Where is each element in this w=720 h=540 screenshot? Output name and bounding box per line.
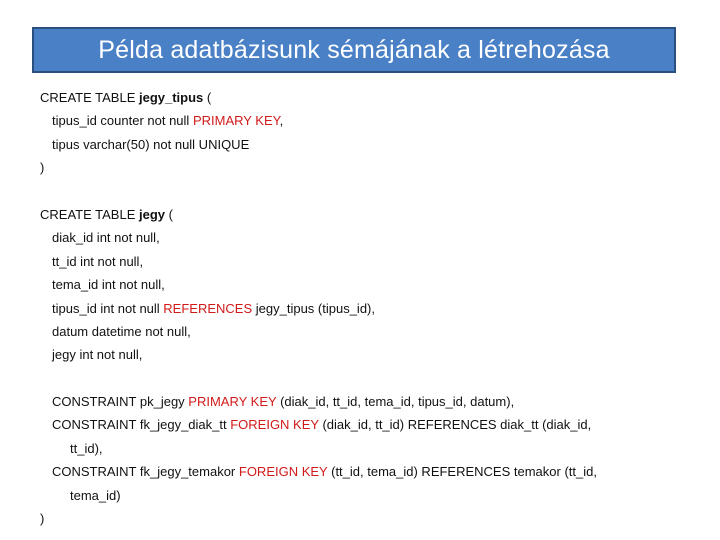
sql-text: CONSTRAINT fk_jegy_diak_tt [52, 417, 231, 433]
sql-text: tipus_id int not null [52, 300, 164, 316]
sql-keyword: PRIMARY KEY [192, 113, 280, 129]
spacer [40, 367, 700, 390]
code-line: tt_id int not null, [52, 253, 144, 269]
code-line-close: ) [40, 511, 45, 527]
create-table-jegy-line [40, 203, 700, 226]
sql-text: CONSTRAINT fk_jegy_temakor [52, 464, 239, 480]
sql-text: , [279, 113, 284, 129]
code-line-continuation: tt_id), [70, 440, 103, 456]
sql-code-block [40, 86, 700, 530]
code-line [40, 109, 700, 132]
sql-text: tipus_id counter not null [52, 113, 193, 129]
code-line [40, 297, 700, 320]
sql-keyword: FOREIGN KEY [238, 464, 328, 480]
code-line: jegy int not null, [52, 347, 143, 363]
create-table-jegy-tipus-line [40, 86, 700, 109]
code-line: tema_id int not null, [52, 277, 165, 293]
slide-title: Példa adatbázisunk sémájának a létrehozása [98, 35, 610, 64]
code-line-continuation: tema_id) [70, 487, 121, 503]
sql-text: ( [165, 206, 173, 222]
table-name: jegy_tipus [138, 90, 204, 105]
sql-text: CREATE TABLE [40, 206, 139, 222]
spacer [40, 180, 700, 203]
slide-title-bar [32, 27, 676, 73]
sql-text: jegy_tipus (tipus_id), [252, 300, 375, 316]
sql-text: (tt_id, tema_id) REFERENCES temakor (tt_id, [327, 464, 597, 480]
code-line: diak_id int not null, [52, 230, 160, 246]
sql-keyword: FOREIGN KEY [230, 417, 319, 433]
code-line-close: ) [40, 160, 45, 176]
sql-keyword: PRIMARY KEY [188, 394, 277, 410]
sql-keyword: REFERENCES [163, 300, 253, 316]
sql-text: CONSTRAINT pk_jegy [52, 394, 189, 410]
sql-text: (diak_id, tt_id) REFERENCES diak_tt (diak_id, [318, 417, 592, 433]
code-line: tipus varchar(50) not null UNIQUE [52, 136, 250, 152]
code-line: datum datetime not null, [52, 323, 191, 339]
code-line [40, 390, 700, 413]
sql-text: (diak_id, tt_id, tema_id, tipus_id, datum), [276, 394, 515, 410]
sql-text: ( [203, 90, 212, 105]
sql-text: CREATE TABLE [40, 90, 139, 105]
code-line [40, 460, 700, 483]
code-line [40, 413, 700, 436]
table-name: jegy [138, 206, 165, 222]
